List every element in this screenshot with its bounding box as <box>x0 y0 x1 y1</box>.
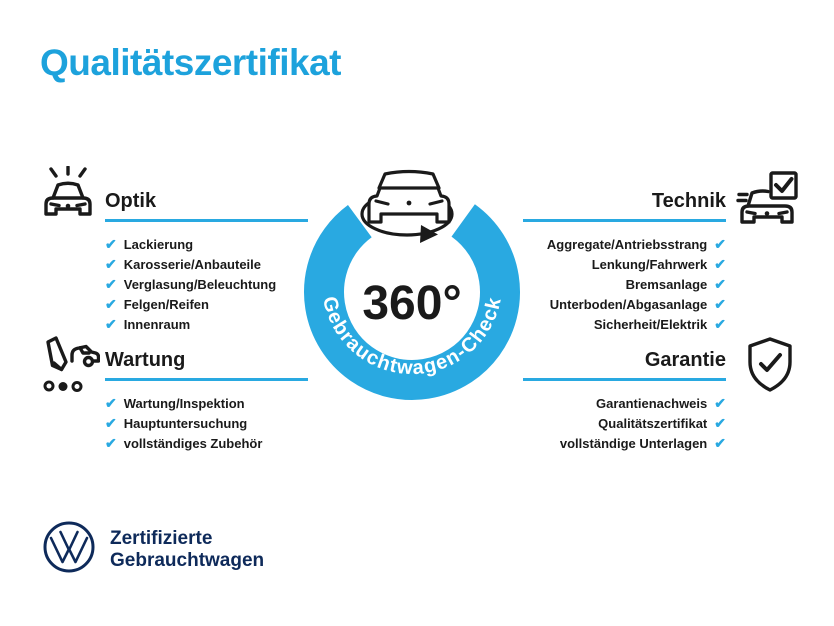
item-label: Hauptuntersuchung <box>123 415 248 431</box>
section-technik <box>523 190 726 334</box>
list-item <box>105 254 308 274</box>
shield-check-icon <box>742 336 798 394</box>
check-icon: ✔ <box>714 276 726 292</box>
list-item <box>523 254 726 274</box>
list-item <box>105 294 308 314</box>
brand-footer <box>42 520 264 579</box>
optik-checklist <box>105 234 308 334</box>
check-icon: ✔ <box>714 316 726 332</box>
check-icon: ✔ <box>105 256 117 272</box>
section-garantie <box>523 349 726 453</box>
car-checkbox-icon <box>734 170 800 234</box>
list-item <box>105 413 308 433</box>
list-item <box>105 314 308 334</box>
item-label: Lenkung/Fahrwerk <box>591 256 708 272</box>
wartung-checklist <box>105 393 308 453</box>
section-title-optik: Optik <box>105 190 308 222</box>
item-label: Felgen/Reifen <box>123 296 209 312</box>
brand-claim-line1: Zertifizierte <box>110 527 213 549</box>
list-item <box>523 393 726 413</box>
item-label: Sicherheit/Elektrik <box>593 316 708 332</box>
check-icon: ✔ <box>714 236 726 252</box>
brand-claim <box>110 528 264 572</box>
check-icon: ✔ <box>714 395 726 411</box>
item-label: vollständiges Zubehör <box>123 435 263 451</box>
item-label: Innenraum <box>123 316 191 332</box>
check-icon: ✔ <box>105 276 117 292</box>
check-icon: ✔ <box>714 296 726 312</box>
item-label: Qualitätszertifikat <box>598 415 708 431</box>
list-item <box>523 294 726 314</box>
item-label: Wartung/Inspektion <box>123 395 245 411</box>
item-label: Unterboden/Abgasanlage <box>549 296 708 312</box>
list-item <box>523 274 726 294</box>
section-wartung <box>105 349 308 453</box>
item-label: Verglasung/Beleuchtung <box>123 276 277 292</box>
list-item <box>523 413 726 433</box>
section-title-technik: Technik <box>523 190 726 222</box>
check-icon: ✔ <box>105 435 117 451</box>
list-item <box>523 433 726 453</box>
item-label: Lackierung <box>123 236 194 252</box>
list-item <box>523 314 726 334</box>
list-item <box>105 433 308 453</box>
brand-claim-line2: Gebrauchtwagen <box>110 549 265 571</box>
item-label: Aggregate/Antriebsstrang <box>546 236 708 252</box>
list-item <box>523 234 726 254</box>
page-title: Qualitätszertifikat <box>40 42 341 83</box>
car-shine-icon <box>36 166 100 230</box>
list-item <box>105 234 308 254</box>
section-title-wartung: Wartung <box>105 349 308 381</box>
check-icon: ✔ <box>105 395 117 411</box>
360-check-badge <box>296 158 532 417</box>
list-item <box>105 393 308 413</box>
vw-logo <box>42 520 96 579</box>
service-checklist-icon <box>36 334 100 398</box>
check-icon: ✔ <box>105 316 117 332</box>
check-icon: ✔ <box>105 296 117 312</box>
item-label: Garantienachweis <box>595 395 708 411</box>
garantie-checklist <box>523 393 726 453</box>
item-label: vollständige Unterlagen <box>559 435 708 451</box>
check-icon: ✔ <box>105 236 117 252</box>
check-icon: ✔ <box>714 256 726 272</box>
technik-checklist <box>523 234 726 334</box>
degree-label: 360° <box>362 277 462 330</box>
check-icon: ✔ <box>714 415 726 431</box>
list-item <box>105 274 308 294</box>
ring-label: Gebrauchtwagen-Check <box>317 294 506 380</box>
check-icon: ✔ <box>714 435 726 451</box>
check-icon: ✔ <box>105 415 117 431</box>
rotation-arrowhead <box>420 225 438 243</box>
item-label: Karosserie/Anbauteile <box>123 256 262 272</box>
section-title-garantie: Garantie <box>523 349 726 381</box>
section-optik <box>105 190 308 334</box>
car-rotation-icon <box>369 172 449 223</box>
item-label: Bremsanlage <box>625 276 708 292</box>
